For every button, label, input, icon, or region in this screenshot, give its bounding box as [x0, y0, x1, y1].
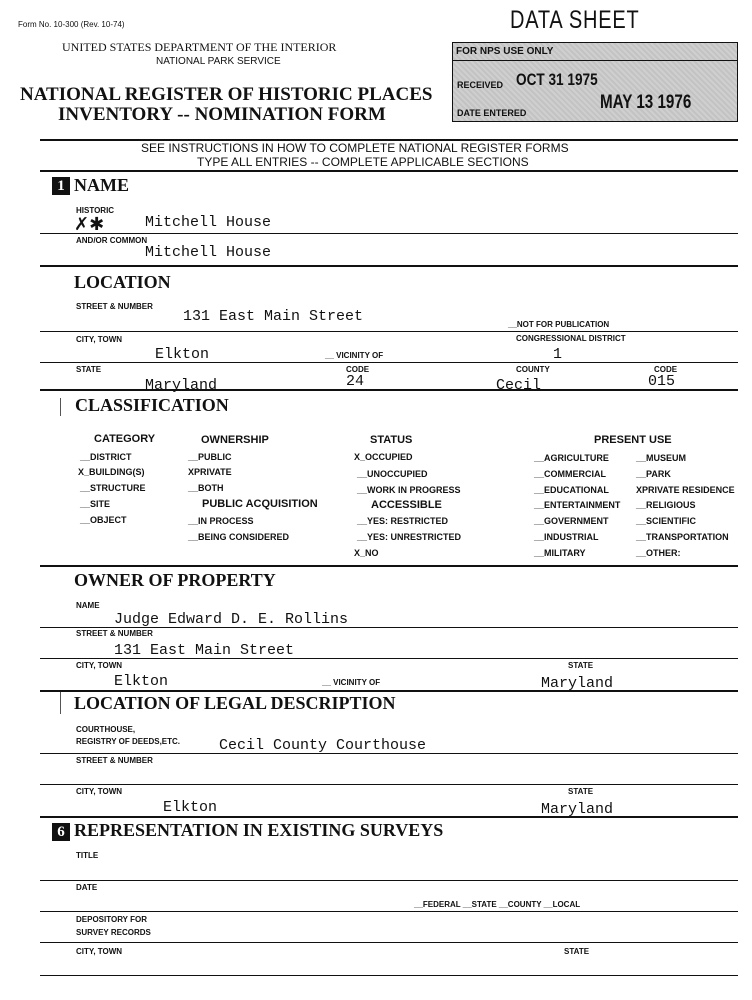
status-occupied[interactable]: X_OCCUPIED: [354, 452, 413, 462]
survey-title-rule: [40, 880, 738, 881]
ownership-private[interactable]: XPRIVATE: [188, 467, 232, 477]
date-entered-label: DATE ENTERED: [457, 108, 527, 118]
use-museum[interactable]: __MUSEUM: [636, 453, 687, 463]
owner-state-value[interactable]: Maryland: [541, 675, 614, 692]
margin-tick: [60, 398, 61, 416]
ownership-public[interactable]: __PUBLIC: [188, 452, 232, 462]
section-number-1: 1: [52, 177, 70, 195]
owner-name-label: NAME: [76, 601, 100, 610]
state-code-label: CODE: [346, 365, 370, 374]
location-section-rule: [40, 389, 738, 391]
use-park[interactable]: __PARK: [636, 469, 671, 479]
acquisition-in-process[interactable]: __IN PROCESS: [188, 516, 254, 526]
ownership-header: OWNERSHIP: [201, 434, 269, 446]
legal-state-value[interactable]: Maryland: [541, 801, 614, 818]
city-rule: [40, 362, 738, 363]
courthouse-label-1: COURTHOUSE,: [76, 725, 136, 734]
accessible-restricted[interactable]: __YES: RESTRICTED: [357, 516, 449, 526]
state-value[interactable]: Maryland: [145, 377, 218, 394]
form-title-1: NATIONAL REGISTER OF HISTORIC PLACES: [20, 84, 433, 105]
form-number: Form No. 10-300 (Rev. 10-74): [18, 20, 125, 29]
category-object[interactable]: __OBJECT: [80, 515, 127, 525]
name-section-rule: [40, 265, 738, 267]
not-for-publication[interactable]: __NOT FOR PUBLICATION: [508, 320, 610, 329]
use-government[interactable]: __GOVERNMENT: [534, 516, 609, 526]
status-unoccupied[interactable]: __UNOCCUPIED: [357, 469, 428, 479]
survey-city-label: CITY, TOWN: [76, 947, 123, 956]
owner-heading: OWNER OF PROPERTY: [74, 570, 276, 590]
historic-name-value[interactable]: Mitchell House: [145, 214, 272, 231]
accessible-unrestricted[interactable]: __YES: UNRESTRICTED: [357, 532, 462, 542]
service-name: NATIONAL PARK SERVICE: [156, 56, 281, 67]
legal-city-value[interactable]: Elkton: [163, 799, 218, 816]
legal-section-rule: [40, 816, 738, 818]
street-number-label: STREET & NUMBER: [76, 302, 153, 311]
courthouse-label-2: REGISTRY OF DEEDS,ETC.: [76, 737, 181, 746]
legal-city-label: CITY, TOWN: [76, 787, 123, 796]
survey-date-label: DATE: [76, 883, 98, 892]
form-title-2: INVENTORY -- NOMINATION FORM: [58, 104, 386, 125]
category-structure[interactable]: __STRUCTURE: [80, 483, 146, 493]
section-number-6: 6: [52, 823, 70, 841]
survey-title-label: TITLE: [76, 851, 99, 860]
use-agriculture[interactable]: __AGRICULTURE: [534, 453, 609, 463]
historic-label: HISTORIC: [76, 206, 115, 215]
department-name: UNITED STATES DEPARTMENT OF THE INTERIOR: [62, 40, 337, 54]
data-sheet-stamp: DATA SHEET: [510, 6, 640, 34]
owner-city-value[interactable]: Elkton: [114, 673, 169, 690]
owner-section-rule: [40, 690, 738, 692]
city-town-label: CITY, TOWN: [76, 335, 123, 344]
survey-state-label: STATE: [564, 947, 590, 956]
owner-vicinity-of[interactable]: __ VICINITY OF: [322, 678, 381, 687]
public-acquisition-header: PUBLIC ACQUISITION: [202, 498, 318, 510]
classification-section-rule: [40, 565, 738, 567]
acquisition-being-considered[interactable]: __BEING CONSIDERED: [188, 532, 290, 542]
status-work-in-progress[interactable]: __WORK IN PROGRESS: [357, 485, 461, 495]
owner-street-label: STREET & NUMBER: [76, 629, 153, 638]
city-town-value[interactable]: Elkton: [155, 346, 210, 363]
owner-name-rule: [40, 627, 738, 628]
survey-levels[interactable]: __FEDERAL __STATE __COUNTY __LOCAL: [414, 900, 581, 909]
received-date: OCT 31 1975: [516, 70, 598, 89]
legal-street-rule: [40, 784, 738, 785]
use-transportation[interactable]: __TRANSPORTATION: [636, 532, 729, 542]
owner-state-label: STATE: [568, 661, 594, 670]
survey-date-rule: [40, 911, 738, 912]
handwritten-marks: ✗✱: [74, 214, 105, 234]
margin-tick-2: [60, 692, 61, 714]
congressional-district-value[interactable]: 1: [553, 346, 563, 363]
use-commercial[interactable]: __COMMERCIAL: [534, 469, 607, 479]
category-header: CATEGORY: [94, 433, 156, 445]
legal-state-label: STATE: [568, 787, 594, 796]
historic-rule: [40, 233, 738, 234]
owner-street-value[interactable]: 131 East Main Street: [114, 642, 295, 659]
use-private-residence[interactable]: XPRIVATE RESIDENCE: [636, 485, 735, 495]
use-military[interactable]: __MILITARY: [534, 548, 586, 558]
date-entered-value: MAY 13 1976: [600, 92, 692, 113]
name-heading: NAME: [74, 175, 129, 195]
owner-name-value[interactable]: Judge Edward D. E. Rollins: [114, 611, 349, 628]
county-code-label: CODE: [654, 365, 678, 374]
use-entertainment[interactable]: __ENTERTAINMENT: [534, 500, 621, 510]
common-name-label: AND/OR COMMON: [76, 236, 148, 245]
status-header: STATUS: [370, 434, 413, 446]
accessible-no[interactable]: X_NO: [354, 548, 379, 558]
common-name-value[interactable]: Mitchell House: [145, 244, 272, 261]
use-industrial[interactable]: __INDUSTRIAL: [534, 532, 599, 542]
category-buildings[interactable]: X_BUILDING(S): [78, 467, 145, 477]
legal-street-label: STREET & NUMBER: [76, 756, 153, 765]
received-label: RECEIVED: [457, 80, 504, 90]
courthouse-value[interactable]: Cecil County Courthouse: [219, 737, 427, 754]
classification-heading: CLASSIFICATION: [75, 395, 229, 415]
depository-label-1: DEPOSITORY FOR: [76, 915, 147, 924]
county-code-value[interactable]: 015: [648, 373, 676, 390]
use-other[interactable]: __OTHER:: [636, 548, 681, 558]
location-heading: LOCATION: [74, 272, 171, 292]
survey-city-rule: [40, 975, 738, 976]
depository-rule: [40, 942, 738, 943]
nps-divider: [452, 60, 738, 61]
use-scientific[interactable]: __SCIENTIFIC: [636, 516, 697, 526]
legal-description-heading: LOCATION OF LEGAL DESCRIPTION: [74, 693, 396, 713]
instructions-line-2: TYPE ALL ENTRIES -- COMPLETE APPLICABLE SECTIONS: [197, 155, 529, 169]
street-rule: [40, 331, 738, 332]
state-code-value[interactable]: 24: [346, 373, 365, 390]
surveys-heading: REPRESENTATION IN EXISTING SURVEYS: [74, 820, 444, 840]
courthouse-rule: [40, 753, 738, 754]
street-number-value[interactable]: 131 East Main Street: [183, 308, 364, 325]
state-label: STATE: [76, 365, 102, 374]
ownership-both[interactable]: __BOTH: [188, 483, 224, 493]
vicinity-of[interactable]: __ VICINITY OF: [325, 351, 384, 360]
instructions-line-1: SEE INSTRUCTIONS IN HOW TO COMPLETE NATIONAL REGISTER FORMS: [141, 141, 569, 155]
county-label: COUNTY: [516, 365, 550, 374]
present-use-header: PRESENT USE: [594, 434, 672, 446]
category-site[interactable]: __SITE: [80, 499, 111, 509]
use-educational[interactable]: __EDUCATIONAL: [534, 485, 609, 495]
congressional-district-label: CONGRESSIONAL DISTRICT: [516, 334, 626, 343]
depository-label-2: SURVEY RECORDS: [76, 928, 151, 937]
county-value[interactable]: Cecil: [496, 377, 542, 394]
instructions-rule: [40, 170, 738, 172]
owner-street-rule: [40, 658, 738, 659]
accessible-header: ACCESSIBLE: [371, 499, 442, 511]
owner-city-label: CITY, TOWN: [76, 661, 123, 670]
category-district[interactable]: __DISTRICT: [80, 452, 132, 462]
nps-use-label: FOR NPS USE ONLY: [456, 46, 554, 57]
use-religious[interactable]: __RELIGIOUS: [636, 500, 696, 510]
